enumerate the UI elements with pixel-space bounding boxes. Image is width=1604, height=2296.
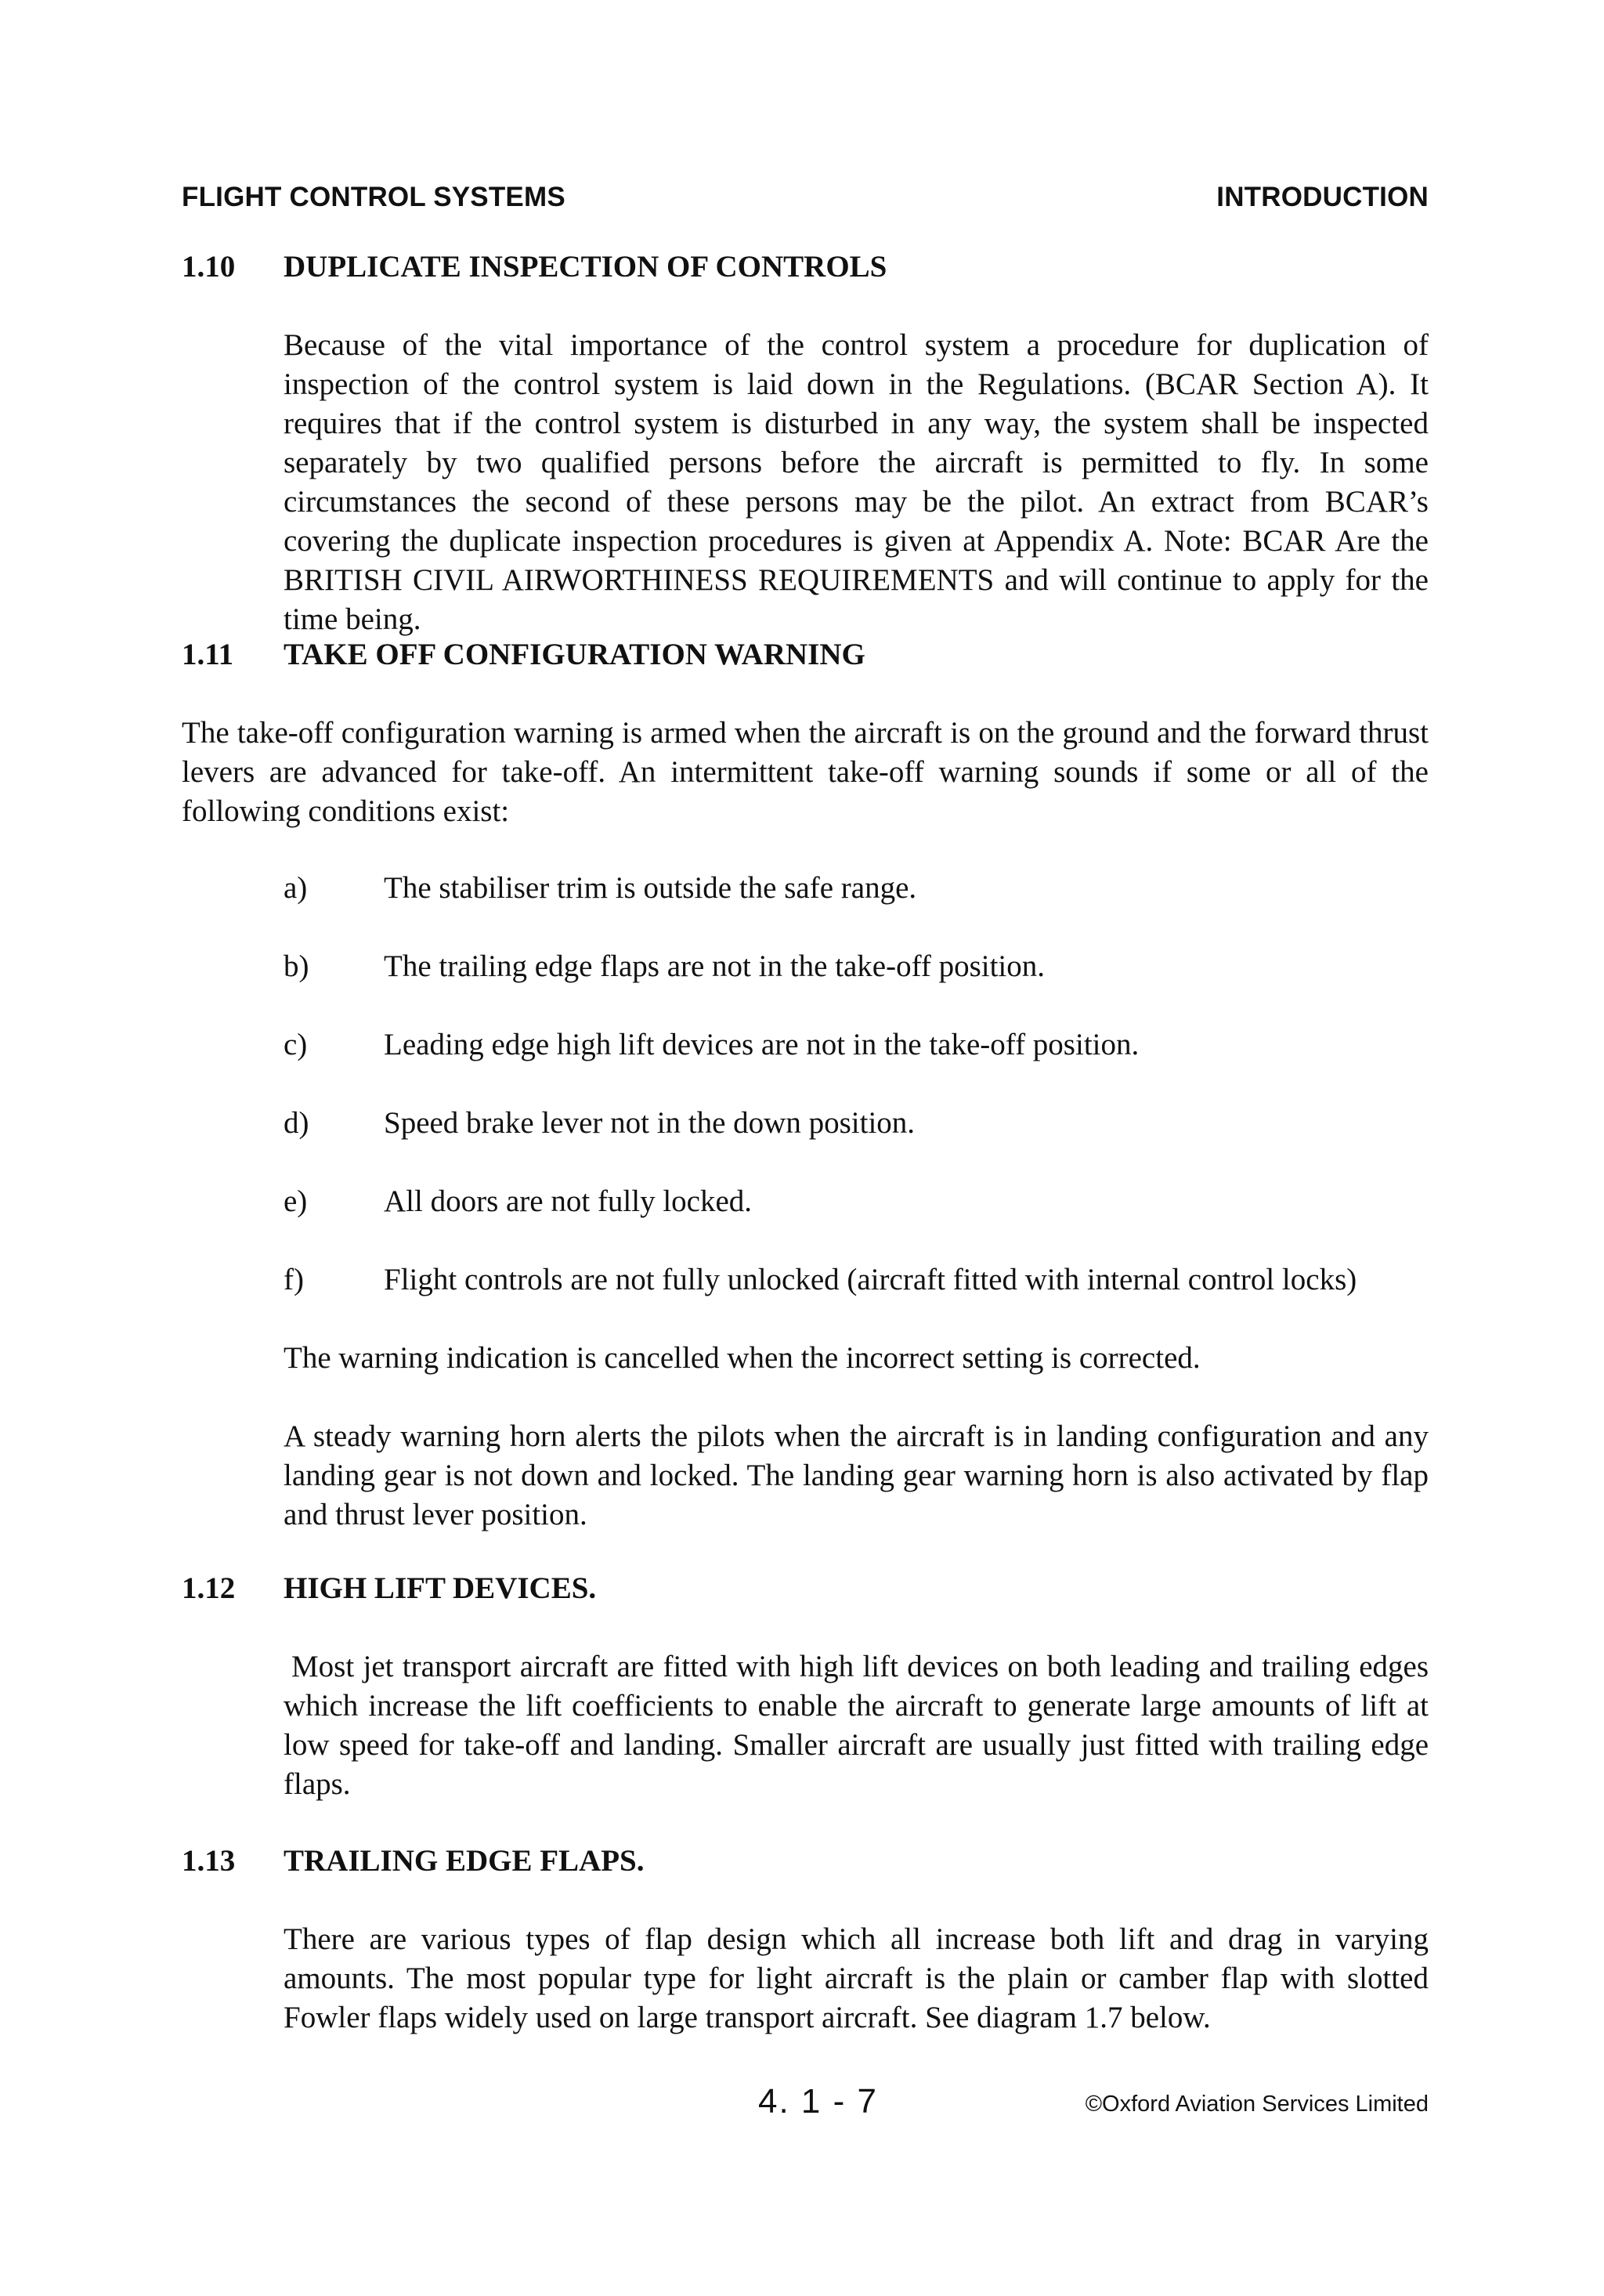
paragraph: A steady warning horn alerts the pilots when the aircraft is in landing configuration and any landing gear is not down and locked. The landing gear warning horn is also activated by flap and thrust lever position. xyxy=(284,1419,1429,1531)
list-item-text: Leading edge high lift devices are not in the take-off position. xyxy=(384,1028,1140,1061)
section-1-11 xyxy=(182,637,1429,1535)
list-item-text: All doors are not fully locked. xyxy=(384,1184,753,1218)
section-title: DUPLICATE INSPECTION OF CONTROLS xyxy=(284,250,887,284)
list-item-text: Flight controls are not fully unlocked (aircraft fitted with internal control locks) xyxy=(384,1263,1357,1296)
section-1-13 xyxy=(182,1843,1429,2037)
paragraph: There are various types of flap design which all increase both lift and drag in varying amounts. The most popular type for light aircraft is the plain or camber flap with slotted Fowler flaps widely used on large transport aircraft. See diagram 1.7 below. xyxy=(284,1922,1429,2034)
section-heading xyxy=(182,1571,1429,1607)
section-number: 1.10 xyxy=(182,250,236,284)
section-1-12 xyxy=(182,1571,1429,1804)
paragraph: Because of the vital importance of the control system a procedure for duplication of inspection of the control system is laid down in the Regulations. (BCAR Section A). It requires that if the control system is disturbed in any way, the system shall be inspected separately by two qualified persons before the aircraft is permitted to fly. In some circumstances the second of these persons may be the pilot. An extract from BCAR’s covering the duplicate inspection procedures is given at Appendix A. Note: BCAR Are the BRITISH CIVIL AIRWORTHINESS REQUIREMENTS and will continue to apply for the time being. xyxy=(284,328,1429,636)
list-item xyxy=(284,1104,1429,1143)
list-item-letter: e) xyxy=(284,1184,308,1218)
section-title: HIGH LIFT DEVICES. xyxy=(284,1571,597,1605)
section-title: TRAILING EDGE FLAPS. xyxy=(284,1844,645,1878)
section-number: 1.13 xyxy=(182,1844,236,1878)
list-item-letter: a) xyxy=(284,871,308,905)
header-chapter-title: FLIGHT CONTROL SYSTEMS xyxy=(182,182,565,212)
header-section-title: INTRODUCTION xyxy=(1216,182,1429,212)
paragraph-intro: The take-off configuration warning is armed when the aircraft is on the ground and the forward thrust levers are advanced for take-off. An intermittent take-off warning sounds if some or all of the following conditions exist: xyxy=(182,716,1429,828)
section-number: 1.11 xyxy=(182,638,234,671)
page-footer xyxy=(182,2082,1429,2129)
page-number: 4. 1 - 7 xyxy=(758,2082,878,2121)
list-item-text: The stabiliser trim is outside the safe range. xyxy=(384,871,917,905)
list-item xyxy=(284,947,1429,986)
list-item xyxy=(284,869,1429,908)
paragraph: Most jet transport aircraft are fitted with high lift devices on both leading and trailing edges which increase the lift coefficients to enable the aircraft to generate large amounts of lift at low speed for take-off and landing. Smaller aircraft are usually just fitted with trailing edge flaps. xyxy=(284,1650,1429,1801)
list-item xyxy=(284,1182,1429,1221)
running-header xyxy=(182,182,1429,213)
list-item-letter: d) xyxy=(284,1106,309,1140)
section-heading xyxy=(182,249,1429,285)
section-heading xyxy=(182,637,1429,673)
section-title: TAKE OFF CONFIGURATION WARNING xyxy=(284,638,865,671)
paragraph: The warning indication is cancelled when the incorrect setting is corrected. xyxy=(284,1341,1201,1375)
conditions-list xyxy=(284,869,1429,1300)
list-item-text: Speed brake lever not in the down position. xyxy=(384,1106,916,1140)
section-heading xyxy=(182,1843,1429,1879)
list-item-letter: f) xyxy=(284,1263,304,1296)
section-number: 1.12 xyxy=(182,1571,236,1605)
section-1-10 xyxy=(182,249,1429,639)
list-item-letter: c) xyxy=(284,1028,308,1061)
list-item xyxy=(284,1025,1429,1065)
list-item xyxy=(284,1260,1429,1300)
list-item-letter: b) xyxy=(284,949,309,983)
copyright-notice: ©Oxford Aviation Services Limited xyxy=(1085,2092,1429,2117)
list-item-text: The trailing edge flaps are not in the take-off position. xyxy=(384,949,1046,983)
